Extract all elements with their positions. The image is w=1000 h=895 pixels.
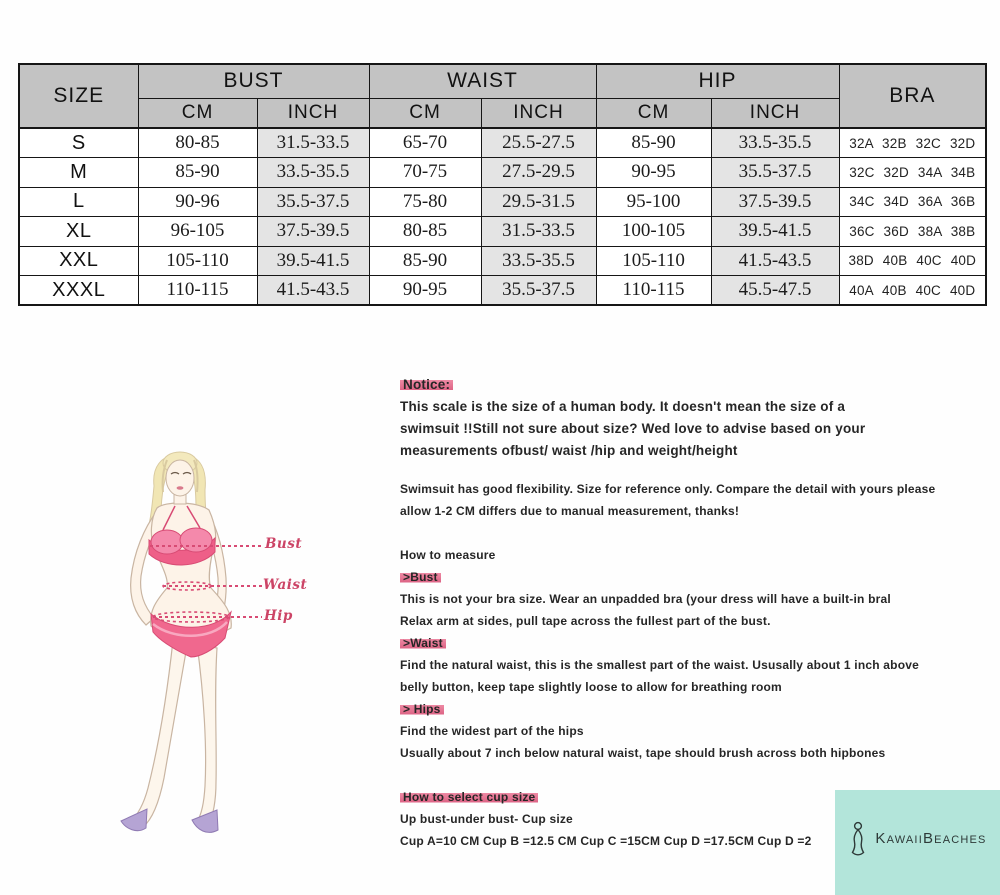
col-header-bust: BUST — [138, 64, 369, 98]
table-row-xxxl — [19, 276, 986, 306]
cell-hip-cm: 110-115 — [596, 276, 711, 306]
notice-heading — [400, 374, 990, 396]
cell-bra: 36C 36D 38A 38B — [839, 217, 986, 247]
brand-name: KawaiiBeaches — [875, 830, 987, 847]
bust-instruction: This is not your bra size. Wear an unpadded bra (your dress will have a built-in bral — [400, 592, 891, 606]
cell-bra: 38D 40B 40C 40D — [839, 246, 986, 276]
hips-instruction: Usually about 7 inch below natural waist, tape should brush across both hipbones — [400, 746, 886, 760]
waist-heading — [400, 632, 990, 654]
col-header-hip-cm: CM — [596, 98, 711, 128]
spacer — [400, 764, 990, 786]
hips-heading-text: > Hips — [400, 702, 444, 716]
notice-line: swimsuit !!Still not sure about size? Wed love to advise based on your — [400, 421, 866, 436]
waist-instruction: Find the natural waist, this is the smallest part of the waist. Ususally about 1 inch above — [400, 658, 919, 672]
cell-bust-cm: 105-110 — [138, 246, 257, 276]
how-to-measure-title: How to measure — [400, 548, 496, 562]
waist-heading-text: >Waist — [400, 636, 446, 650]
bust-heading — [400, 566, 990, 588]
bust-label: Bust — [265, 536, 303, 552]
cell-waist-cm: 90-95 — [369, 276, 481, 306]
woman-sketch-illustration — [105, 448, 345, 858]
notice-line: measurements ofbust/ waist /hip and weight/height — [400, 443, 738, 458]
table-row-s — [19, 128, 986, 158]
table-row-xl — [19, 217, 986, 247]
cell-bra: 34C 34D 36A 36B — [839, 187, 986, 217]
cell-waist-cm: 85-90 — [369, 246, 481, 276]
measurement-figure — [105, 448, 345, 858]
col-header-size: SIZE — [19, 64, 138, 128]
cell-waist-inch: 27.5-29.5 — [481, 158, 596, 188]
cell-waist-inch: 31.5-33.5 — [481, 217, 596, 247]
cell-waist-cm: 70-75 — [369, 158, 481, 188]
col-header-bust-inch: INCH — [257, 98, 369, 128]
hips-heading — [400, 698, 990, 720]
size-chart-table — [18, 63, 987, 306]
cup-size-line: Up bust-under bust- Cup size — [400, 812, 573, 826]
flexibility-line: Swimsuit has good flexibility. Size for reference only. Compare the detail with yours please — [400, 482, 936, 496]
col-header-waist-cm: CM — [369, 98, 481, 128]
cell-size: L — [19, 187, 138, 217]
cell-bust-inch: 41.5-43.5 — [257, 276, 369, 306]
cell-bust-inch: 39.5-41.5 — [257, 246, 369, 276]
cell-bust-inch: 33.5-35.5 — [257, 158, 369, 188]
cell-bra: 32A 32B 32C 32D — [839, 128, 986, 158]
col-header-waist: WAIST — [369, 64, 596, 98]
cell-bust-cm: 96-105 — [138, 217, 257, 247]
col-header-waist-inch: INCH — [481, 98, 596, 128]
col-header-bra: BRA — [839, 64, 986, 128]
cup-size-heading-text: How to select cup size — [400, 790, 538, 804]
swimsuit-icon — [848, 821, 868, 857]
hips-instruction: Find the widest part of the hips — [400, 724, 584, 738]
cell-hip-inch: 35.5-37.5 — [711, 158, 839, 188]
notice-heading-text: Notice: — [400, 377, 453, 392]
cell-hip-inch: 39.5-41.5 — [711, 217, 839, 247]
cell-hip-inch: 41.5-43.5 — [711, 246, 839, 276]
cell-hip-cm: 105-110 — [596, 246, 711, 276]
cell-bust-cm: 85-90 — [138, 158, 257, 188]
table-row-m — [19, 158, 986, 188]
cell-bust-inch: 31.5-33.5 — [257, 128, 369, 158]
waist-instruction: belly button, keep tape slightly loose to allow for breathing room — [400, 680, 782, 694]
cell-size: M — [19, 158, 138, 188]
cell-waist-inch: 33.5-35.5 — [481, 246, 596, 276]
cell-hip-inch: 37.5-39.5 — [711, 187, 839, 217]
cell-waist-cm: 80-85 — [369, 217, 481, 247]
notice-line: This scale is the size of a human body. It doesn't mean the size of a — [400, 399, 846, 414]
col-header-hip-inch: INCH — [711, 98, 839, 128]
cell-waist-cm: 75-80 — [369, 187, 481, 217]
cell-waist-cm: 65-70 — [369, 128, 481, 158]
cell-waist-inch: 29.5-31.5 — [481, 187, 596, 217]
cell-size: S — [19, 128, 138, 158]
table-row-xxl — [19, 246, 986, 276]
waist-label: Waist — [263, 577, 308, 593]
flexibility-line: allow 1-2 CM differs due to manual measurement, thanks! — [400, 504, 740, 518]
cell-size: XXXL — [19, 276, 138, 306]
cell-bra: 32C 32D 34A 34B — [839, 158, 986, 188]
cell-waist-inch: 25.5-27.5 — [481, 128, 596, 158]
cell-bust-cm: 90-96 — [138, 187, 257, 217]
spacer — [400, 462, 990, 478]
instructions-column — [400, 374, 990, 852]
cell-size: XL — [19, 217, 138, 247]
shoe-left — [121, 809, 147, 831]
col-header-hip: HIP — [596, 64, 839, 98]
cell-hip-cm: 100-105 — [596, 217, 711, 247]
cell-hip-inch: 33.5-35.5 — [711, 128, 839, 158]
hip-label: Hip — [264, 608, 293, 624]
cell-bust-cm: 80-85 — [138, 128, 257, 158]
cell-bust-inch: 37.5-39.5 — [257, 217, 369, 247]
cell-bust-cm: 110-115 — [138, 276, 257, 306]
col-header-bust-cm: CM — [138, 98, 257, 128]
cell-bust-inch: 35.5-37.5 — [257, 187, 369, 217]
cell-size: XXL — [19, 246, 138, 276]
cell-hip-cm: 95-100 — [596, 187, 711, 217]
cell-waist-inch: 35.5-37.5 — [481, 276, 596, 306]
table-row-l — [19, 187, 986, 217]
cell-hip-cm: 90-95 — [596, 158, 711, 188]
bust-instruction: Relax arm at sides, pull tape across the fullest part of the bust. — [400, 614, 771, 628]
spacer — [400, 522, 990, 544]
cell-bra: 40A 40B 40C 40D — [839, 276, 986, 306]
cell-hip-cm: 85-90 — [596, 128, 711, 158]
brand-box — [835, 790, 1000, 895]
cell-hip-inch: 45.5-47.5 — [711, 276, 839, 306]
bust-heading-text: >Bust — [400, 570, 441, 584]
cup-size-line: Cup A=10 CM Cup B =12.5 CM Cup C =15CM Cup D =17.5CM Cup D =2 — [400, 834, 812, 848]
